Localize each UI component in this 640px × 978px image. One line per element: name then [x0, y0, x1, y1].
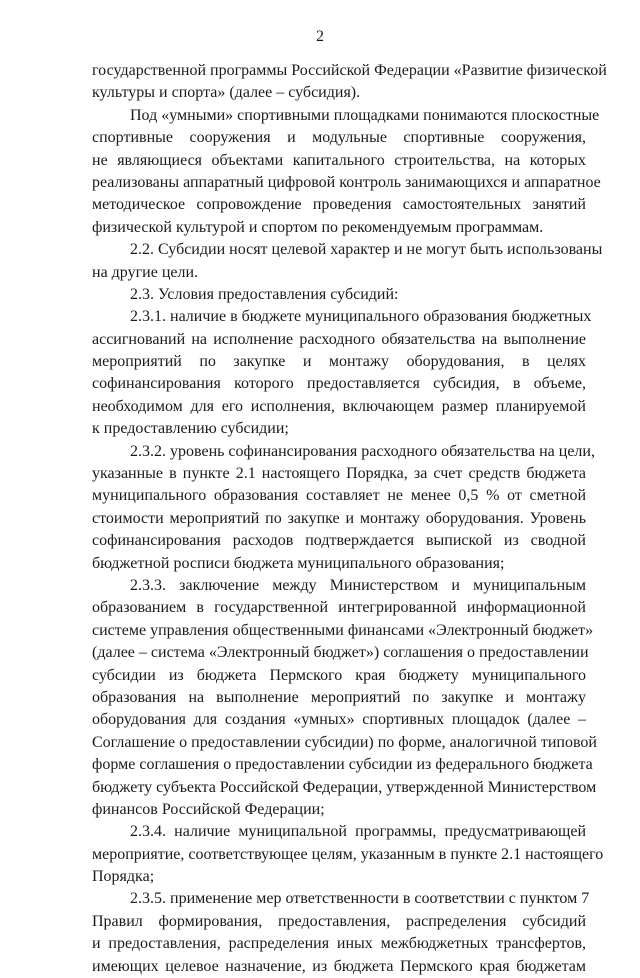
paragraph-p-smart-playgrounds-definition	[92, 105, 601, 239]
paragraph-p-2-3-5	[92, 888, 590, 978]
text-line: 2.3.1. наличие в бюджете муниципального образования бюджетных	[130, 308, 592, 326]
text-line: ассигнований на исполнение расходного обязательства на выполнение	[92, 330, 586, 348]
text-line: (далее – система «Электронный бюджет») соглашения о предоставлении	[92, 644, 589, 662]
text-line: к предоставлению субсидии;	[92, 420, 289, 438]
text-line: Порядка;	[92, 868, 155, 886]
text-line: софинансирования которого предоставляется субсидия, в объеме,	[92, 375, 586, 393]
text-line: культуры и спорта» (далее – субсидия).	[92, 84, 361, 102]
text-line: образованием в государственной интегрированной информационной	[92, 599, 586, 617]
text-line: Соглашение о предоставлении субсидии) по форме, аналогичной типовой	[92, 733, 597, 751]
text-line: системе управления общественными финансами «Электронный бюджет»	[92, 621, 594, 639]
paragraph-p-2-3	[92, 284, 586, 306]
text-line: 2.2. Субсидии носят целевой характер и не могут быть использованы	[130, 241, 603, 259]
text-line: софинансирования расходов подтверждается выпиской из сводной	[92, 532, 586, 550]
paragraph-p-2-3-3	[92, 575, 597, 821]
text-line: Правил формирования, предоставления, распределения субсидий	[92, 912, 586, 930]
text-line: мероприятий по закупке и монтажу оборудования, в целях	[92, 353, 586, 371]
text-line: 2.3. Условия предоставления субсидий:	[130, 285, 399, 303]
text-line: 2.3.4. наличие муниципальной программы, предусматривающей	[130, 823, 586, 841]
text-line: спортивные сооружения и модульные спортивные сооружения,	[92, 129, 586, 147]
text-line: Под «умными» спортивными площадками понимаются плоскостные	[130, 106, 600, 124]
text-line: форме соглашения о предоставлении субсидии из федерального бюджета	[92, 756, 593, 774]
document-body	[92, 60, 607, 978]
text-line: 2.3.5. применение мер ответственности в соответствии с пунктом 7	[130, 890, 590, 908]
text-line: оборудования для создания «умных» спортивных площадок (далее –	[92, 711, 586, 729]
text-line: методическое сопровождение проведения самостоятельных занятий	[92, 196, 586, 214]
text-line: реализованы аппаратный цифровой контроль занимающихся и аппаратное	[92, 173, 601, 191]
text-line: финансов Российской Федерации;	[92, 800, 325, 818]
text-line: 2.3.3. заключение между Министерством и муниципальным	[130, 576, 586, 594]
text-line: имеющих целевое назначение, из бюджета Пермского края бюджетам	[92, 957, 586, 975]
text-line: 2.3.2. уровень софинансирования расходного обязательства на цели,	[130, 442, 595, 460]
text-line: указанные в пункте 2.1 настоящего Порядка, за счет средств бюджета	[92, 465, 586, 483]
paragraph-p-2-3-4	[92, 821, 604, 888]
text-line: стоимости мероприятий по закупке и монтажу оборудования. Уровень	[92, 509, 586, 527]
page-number: 2	[316, 28, 324, 45]
paragraph-p-continuation	[92, 60, 607, 105]
text-line: государственной программы Российской Федерации «Развитие физической	[92, 62, 607, 79]
text-line: бюджету субъекта Российской Федерации, утвержденной Министерством	[92, 778, 597, 796]
text-line: мероприятие, соответствующее целям, указанным в пункте 2.1 настоящего	[92, 845, 604, 863]
text-line: субсидии из бюджета Пермского края бюджету муниципального	[92, 666, 586, 684]
text-line: необходимом для его исполнения, включающем размер планируемой	[92, 397, 586, 415]
text-line: муниципального образования составляет не менее 0,5 % от сметной	[92, 487, 586, 505]
text-line: бюджетной росписи бюджета муниципального образования;	[92, 554, 505, 572]
text-line: и предоставления, распределения иных межбюджетных трансфертов,	[92, 935, 586, 953]
text-line: на другие цели.	[92, 263, 199, 281]
paragraph-p-2-3-2	[92, 441, 595, 575]
paragraph-p-2-2	[92, 239, 603, 284]
text-line: физической культурой и спортом по рекомендуемым программам.	[92, 218, 544, 236]
text-line: не являющиеся объектами капитального строительства, на которых	[92, 151, 586, 169]
paragraph-p-2-3-1	[92, 306, 592, 440]
text-line: образования на выполнение мероприятий по закупке и монтажу	[92, 688, 586, 706]
